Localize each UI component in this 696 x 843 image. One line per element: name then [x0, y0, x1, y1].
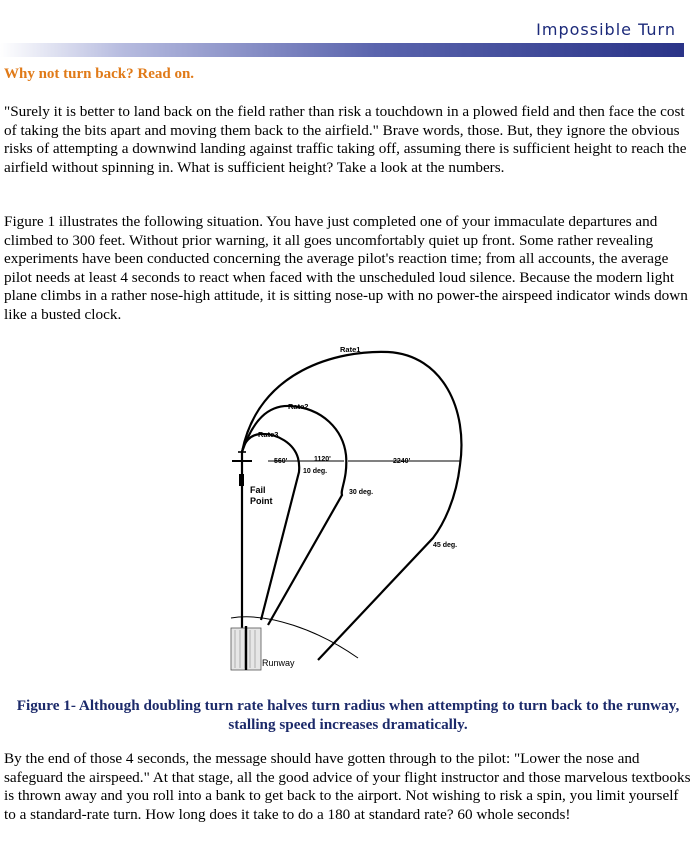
label-rate1: Rate1 — [340, 345, 361, 354]
label-rate2: Rate2 — [288, 402, 309, 411]
paragraph-intro: "Surely it is better to land back on the field rather than risk a touchdown in a plowed field and then face the cost of taking the bits apart and moving them back to the airfield." Brave words, those. But, they ignore the obvious risks of attempting a downwind landing against traffic taking off, assuming there is sufficient height to reach the airfield without spinning in. What is sufficient height? Take a look at the numbers. — [4, 103, 687, 176]
label-560: 560' — [274, 458, 288, 465]
page-header-title: Impossible Turn — [536, 20, 676, 39]
label-point: Point — [250, 496, 273, 506]
label-2240: 2240' — [393, 458, 411, 465]
paragraph-scenario: Figure 1 illustrates the following situation. You have just completed one of your immaculate departures and climbed to 300 feet. Without prior warning, it all goes uncomfortably quiet up front. Some rather revealing experiments have been conducted concerning the average pilot's reaction time; from all accounts, the average pilot needs at least 4 seconds to react when faced with the unscheduled loud silence. Because the modern light plane climbs in a rather nose-high attitude, it is sitting nose-up with no power-the airspeed indicator winds down like a busted clock. — [4, 213, 688, 323]
figure-caption: Figure 1- Although doubling turn rate halves turn radius when attempting to turn back to the runway, stalling speed increases dramatically. — [16, 697, 680, 733]
label-30-deg: 30 deg. — [349, 489, 374, 496]
label-45-deg: 45 deg. — [433, 542, 458, 549]
section-heading: Why not turn back? Read on. — [4, 66, 195, 82]
label-10-deg: 10 deg. — [303, 468, 328, 475]
label-fail: Fail — [250, 485, 266, 495]
label-1120: 1120' — [314, 456, 331, 463]
paragraph-conclusion: By the end of those 4 seconds, the message should have gotten through to the pilot: "Lower the nose and safeguard the airspeed." At that stage, all the good advice of your flight instructor and those marvelous textbooks is thrown away and you roll into a bank to get back to the airport. Not wishing to risk a spin, you limit yourself to a standard-rate turn. How long does it take to do a 180 at standard rate? 60 whole seconds! — [4, 750, 691, 823]
label-rate3: Rate3 — [258, 430, 279, 439]
turn-radius-figure — [228, 340, 488, 675]
fail-point-marker — [239, 474, 244, 486]
label-runway: Runway — [262, 658, 295, 668]
header-gradient-bar — [0, 43, 684, 57]
